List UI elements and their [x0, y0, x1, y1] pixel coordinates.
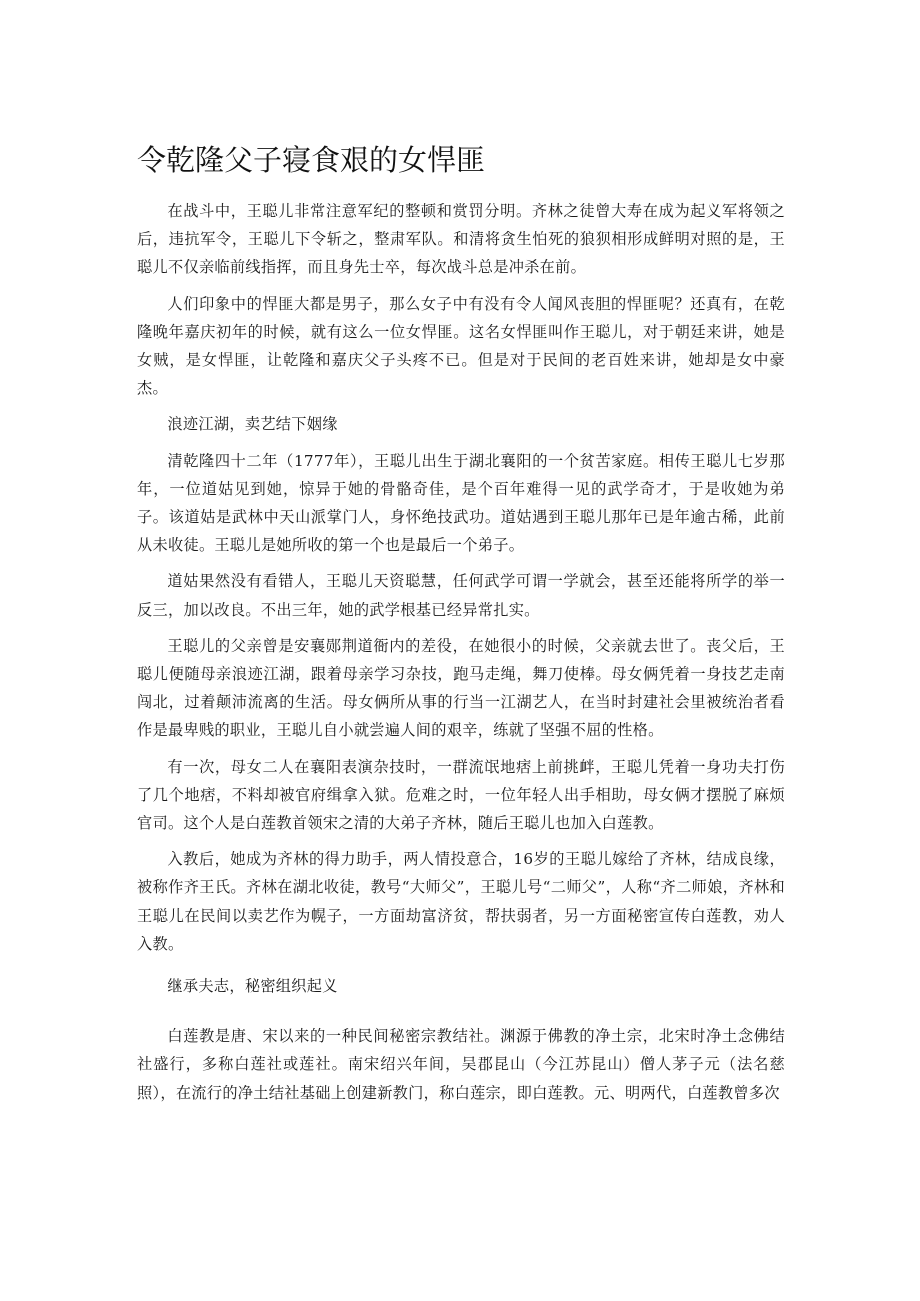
article-body [137, 197, 785, 1115]
section-heading-wandering: 浪迹江湖，卖艺结下姻缘 [167, 415, 338, 434]
paragraph-birth: 清乾隆四十二年（1777年），王聪儿出生于湖北襄阳的一个贫苦家庭。相传王聪儿七岁那年，一位道姑见到她，惊异于她的骨骼奇佳，是个百年难得一见的武学奇才，于是收她为弟子。该道姑是武林中天山派掌门人，身怀绝技武功。道姑遇到王聪儿那年已是年逾古稀，此前从未收徒。王聪儿是她所收的第一个也是最后一个弟子。 [137, 451, 785, 555]
paragraph-father: 王聪儿的父亲曾是安襄郧荆道衙内的差役，在她很小的时候，父亲就去世了。丧父后，王聪儿便随母亲浪迹江湖，跟着母亲学习杂技，跑马走绳，舞刀使棒。母女俩凭着一身技艺走南闯北，过着颠沛流离的生活。母女俩所从事的行当一江湖艺人，在当时封建社会里被统治者看作是最卑贱的职业，王聪儿自小就尝遍人间的艰辛，练就了坚强不屈的性格。 [137, 636, 785, 740]
paragraph-rescue: 有一次，母女二人在襄阳表演杂技时，一群流氓地痞上前挑衅，王聪儿凭着一身功夫打伤了几个地痞，不料却被官府缉拿入狱。危难之时，一位年轻人出手相助，母女俩才摆脱了麻烦官司。这个人是白莲教首领宋之清的大弟子齐林，随后王聪儿也加入白莲教。 [137, 757, 785, 833]
paragraph-intro: 人们印象中的悍匪大都是男子，那么女子中有没有令人闻风丧胆的悍匪呢？还真有，在乾隆晚年嘉庆初年的时候，就有这么一位女悍匪。这名女悍匪叫作王聪儿，对于朝廷来讲，她是女贼，是女悍匪，让乾隆和嘉庆父子头疼不已。但是对于民间的老百姓来讲，她却是女中豪杰。 [137, 294, 785, 398]
paragraph-white-lotus: 白莲教是唐、宋以来的一种民间秘密宗教结社。渊源于佛教的净土宗，北宋时净土念佛结社盛行，多称白莲社或莲社。南宋绍兴年间，吴郡昆山（今江苏昆山）僧人茅子元（法名慈照），在流行的净土结社基础上创建新教门，称白莲宗，即白莲教。元、明两代，白莲教曾多次 [137, 1027, 785, 1102]
article-title: 令乾隆父子寝食艰的女悍匪 [137, 143, 486, 177]
paragraph-marriage: 入教后，她成为齐林的得力助手，两人情投意合，16岁的王聪儿嫁给了齐林，结成良缘，被称作齐王氏。齐林在湖北收徒，教号“大师父”，王聪儿号“二师父”，人称“齐二师娘，齐林和王聪儿在民间以卖艺作为幌子，一方面劫富济贫，帮扶弱者，另一方面秘密宣传白莲教，劝人入教。 [137, 850, 785, 953]
paragraph-talent: 道姑果然没有看错人，王聪儿天资聪慧，任何武学可谓一学就会，甚至还能将所学的举一反三，加以改良。不出三年，她的武学根基已经异常扎实。 [137, 572, 785, 619]
paragraph-discipline: 在战斗中，王聪儿非常注意军纪的整顿和赏罚分明。齐林之徒曾大寿在成为起义军将领之后，违抗军令，王聪儿下令斩之，整肃军队。和清将贪生怕死的狼狈相形成鲜明对照的是，王聪儿不仅亲临前线指挥，而且身先士卒，每次战斗总是冲杀在前。 [137, 202, 785, 277]
section-heading-uprising: 继承夫志，秘密组织起义 [167, 977, 338, 996]
